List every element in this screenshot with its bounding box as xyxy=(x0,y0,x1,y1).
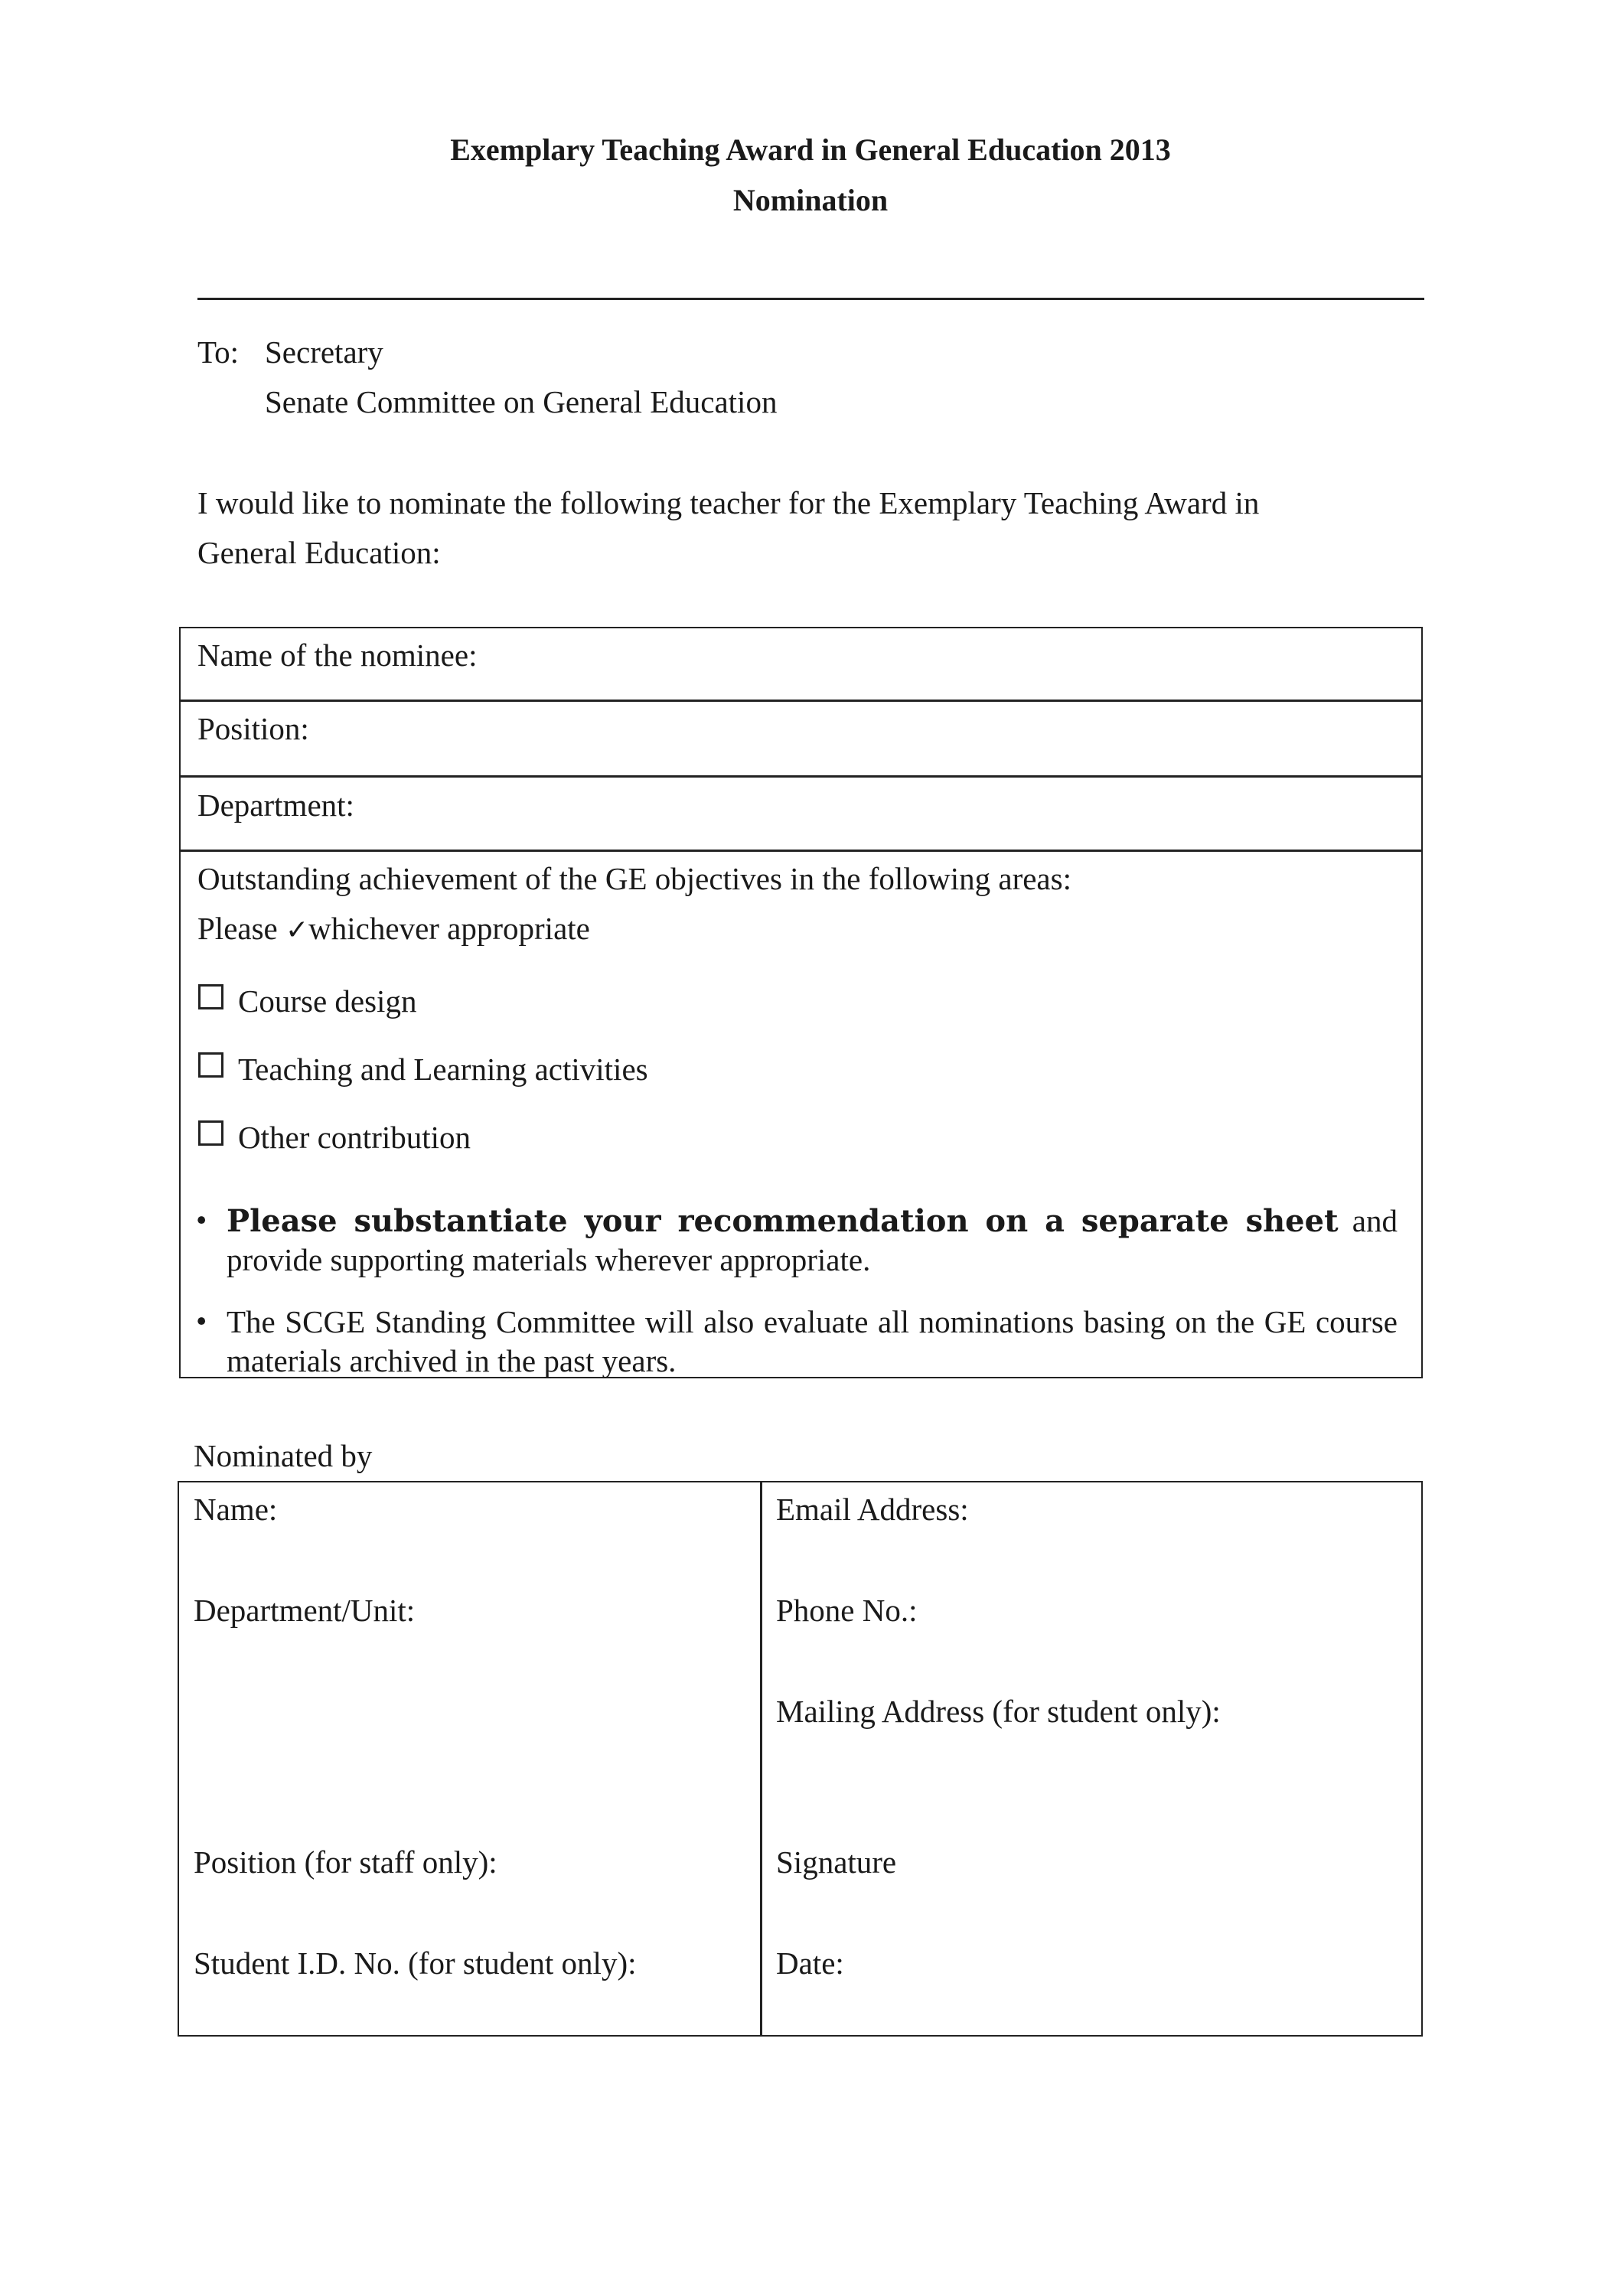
nominator-name-label: Name: xyxy=(194,1492,278,1527)
note-substantiate-bold: Please substantiate your recommendation on a separate sheet xyxy=(227,1203,1339,1239)
row-divider xyxy=(179,850,1423,852)
nominee-department-field[interactable] xyxy=(536,782,1408,843)
row-divider xyxy=(179,700,1423,702)
teaching-learning-label: Teaching and Learning activities xyxy=(238,1052,648,1087)
intro-line-1: I would like to nominate the following teacher for the Exemplary Teaching Award in xyxy=(197,485,1260,520)
student-id-label: Student I.D. No. (for student only): xyxy=(194,1945,637,1981)
note-substantiate xyxy=(227,1202,1398,1280)
checkmark-icon: ✓ xyxy=(285,915,309,946)
date-label: Date: xyxy=(776,1945,844,1981)
instruction-line xyxy=(197,913,590,944)
nominee-position-field[interactable] xyxy=(536,707,1408,768)
addressee-line-1: Secretary xyxy=(265,334,383,370)
signature-label: Signature xyxy=(776,1844,897,1880)
instruction-prefix: Please xyxy=(197,911,278,946)
course-design-checkbox[interactable] xyxy=(198,984,223,1009)
course-design-label: Course design xyxy=(238,983,417,1019)
teaching-learning-checkbox[interactable] xyxy=(198,1052,223,1078)
note-evaluation: The SCGE Standing Committee will also evaluate all nominations basing on the GE course materials archived in the past years. xyxy=(227,1304,1398,1378)
instruction-suffix: whichever appropriate xyxy=(308,911,590,946)
nominee-name-field[interactable] xyxy=(704,632,1408,693)
other-contribution-label: Other contribution xyxy=(238,1120,471,1155)
nominee-name-label: Name of the nominee: xyxy=(197,638,478,673)
nominator-department-label: Department/Unit: xyxy=(194,1593,416,1628)
form-subtitle: Nomination xyxy=(732,183,889,217)
form-title: Exemplary Teaching Award in General Education 2013 xyxy=(450,132,1171,167)
header-divider xyxy=(197,298,1424,300)
note-substantiate-rest: and provide supporting materials wherever appropriate. xyxy=(227,1203,1398,1277)
achievement-line: Outstanding achievement of the GE objectives in the following areas: xyxy=(197,861,1071,896)
to-label: To: xyxy=(197,334,240,370)
addressee-line-2: Senate Committee on General Education xyxy=(265,384,778,419)
nominee-position-label: Position: xyxy=(197,711,309,746)
phone-label: Phone No.: xyxy=(776,1593,918,1628)
other-contribution-checkbox[interactable] xyxy=(198,1120,223,1146)
email-label: Email Address: xyxy=(776,1492,969,1527)
intro-line-2: General Education: xyxy=(197,535,441,570)
mailing-address-label: Mailing Address (for student only): xyxy=(776,1694,1221,1729)
nominee-department-label: Department: xyxy=(197,788,354,823)
column-divider xyxy=(760,1481,762,2037)
nominated-by-heading: Nominated by xyxy=(194,1438,373,1473)
bullet-icon: • xyxy=(196,1303,207,1339)
nominator-position-label: Position (for staff only): xyxy=(194,1844,497,1880)
bullet-icon: • xyxy=(196,1202,207,1238)
row-divider xyxy=(179,775,1423,778)
